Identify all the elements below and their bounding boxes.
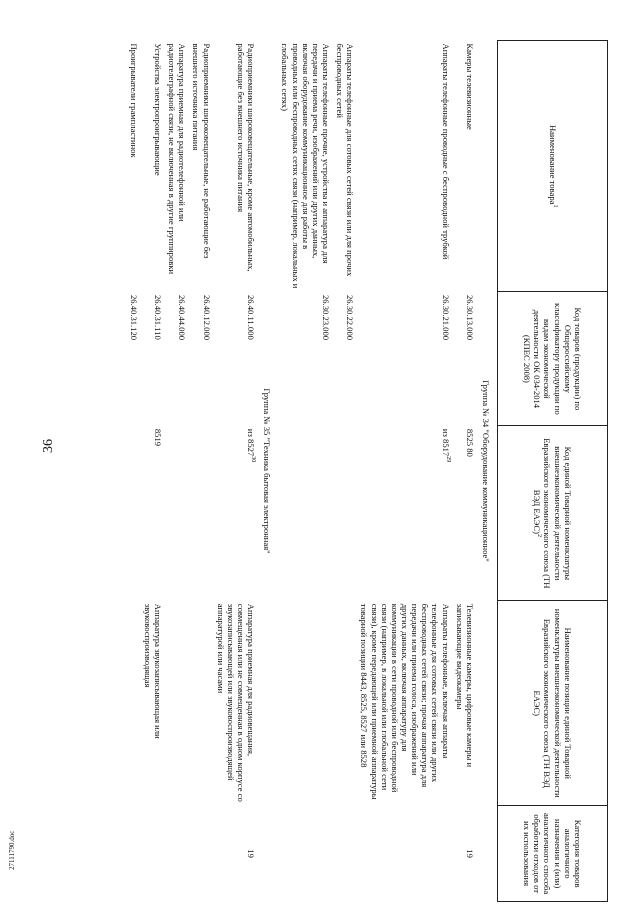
cell-category — [141, 806, 165, 902]
tnved-code-footnote: 29 — [444, 456, 451, 463]
table-row — [189, 41, 213, 902]
cell-okpd: 26.40.44.000 — [177, 294, 188, 341]
tnved-code: 8519 — [153, 428, 164, 447]
cell-tnved-name — [333, 601, 357, 806]
table-row — [357, 41, 452, 902]
cell-tnved-name — [165, 601, 189, 806]
cell-name: Аппараты телефонные проводные с беспроводной трубкой — [440, 43, 451, 260]
cell-okpd: 26.30.22.000 — [345, 294, 356, 341]
table-row — [165, 41, 189, 902]
cell-name: Проигрыватели грампластинок — [128, 43, 139, 158]
table-row — [141, 41, 165, 902]
cell-name: Аппаратура приемная для радиотелефонной или радиотелеграфной связи, не включенная в другие группировки — [167, 43, 188, 275]
cell-tnved-code — [189, 426, 213, 601]
group-row — [258, 41, 278, 902]
cell-okpd: 26.40.11.000 — [246, 294, 257, 340]
tnved-code: 8525 80 — [464, 428, 475, 457]
cell-category — [127, 806, 141, 902]
cell-tnved-code — [333, 426, 357, 601]
group-title: Группа № 34 "Оборудование коммуникационное" — [481, 380, 491, 562]
cell-okpd: 26.30.21.000 — [440, 294, 451, 341]
cell-tnved-code — [278, 426, 333, 601]
cell-okpd: 26.40.31.120 — [128, 294, 139, 341]
cell-name: Аппараты телефонные для сотовых сетей связи или для прочих беспроводных сетей — [335, 43, 356, 277]
table-row — [214, 41, 259, 902]
cell-okpd: 26.40.12.000 — [201, 294, 212, 341]
cell-category — [278, 806, 333, 902]
footer-filename: 27111790.doc — [8, 830, 16, 870]
cell-name: Радиоприемники широковещательные, не работающие без внешнего источника питания — [191, 43, 212, 259]
table-row — [453, 41, 477, 902]
cell-tnved-name: Аппараты телефонные, включая аппараты телефонные для сотовых сетей связи или других беспроводных сетей связи; прочая аппаратура для передачи или приема голоса, изображений или других данных, включая аппаратуру для коммуникации в сети проводной или беспроводной связи (например, в локальной или глобальной сети связи), кроме передающей или приемной аппаратуры товарной позиции 8443, 8525, 8527 или 8528 — [359, 603, 451, 800]
header-okpd: Код товаров (продукции) по Общероссийскому классификатору продукции по видам экономической деятельности ОК 034-2014 (КПЕС 2008) — [498, 292, 608, 426]
cell-okpd: 26.30.13.000 — [464, 294, 475, 341]
cell-category: 19 — [464, 849, 475, 858]
header-name: Наименование товара$^1$ — [498, 41, 608, 292]
table-row — [278, 41, 333, 902]
cell-tnved-code — [141, 426, 165, 601]
tnved-code: из 8517 — [440, 428, 451, 457]
cell-tnved-name — [189, 601, 213, 806]
cell-name: Радиоприемники широковещательные, кроме автомобильных, работающие без внешнего источника питания — [236, 43, 257, 272]
header-tnved-code: Код единой Товарной номенклатуры внешнеэкономической деятельности Евразийского экономического союза (ТН ВЭД ЕАЭС)$^2$ — [498, 426, 608, 601]
table-header — [498, 41, 608, 902]
cell-name: Камеры телевизионные — [464, 43, 475, 130]
header-tnved-name: Наименование позиции единой Товарной номенклатуры внешнеэкономической деятельности Евразийского экономического союза (ТН ВЭД ЕАЭС) — [498, 601, 608, 806]
cell-name: Устройства электропроигрывающие — [153, 43, 164, 176]
cell-category — [165, 806, 189, 902]
cell-tnved-code — [214, 426, 259, 601]
cell-okpd: 26.40.31.110 — [153, 294, 164, 340]
cell-tnved-code — [127, 426, 141, 601]
cell-tnved-code — [453, 426, 477, 601]
table-body — [127, 41, 498, 902]
cell-name: Аппараты телефонные прочие, устройства и аппаратура для передачи и приема речи, изображений или других данных, включая оборудование коммуникационное для работы в проводных или беспроводных сетях связи (например, локальных и глобальных сетях) — [280, 43, 332, 289]
cell-category — [189, 806, 213, 902]
cell-tnved-name — [127, 601, 141, 806]
cell-tnved-code — [357, 426, 452, 601]
cell-category: 19 — [246, 849, 257, 858]
table-row — [127, 41, 141, 902]
tnved-code-footnote: 30 — [250, 456, 257, 463]
cell-category — [333, 806, 357, 902]
table-row — [333, 41, 357, 902]
goods-table — [127, 40, 608, 902]
cell-tnved-name — [278, 601, 333, 806]
group-row — [477, 41, 498, 902]
page-number: 36 — [41, 439, 56, 453]
cell-tnved-name: Телевизионные камеры, цифровые камеры и записывающие видеокамеры — [454, 603, 475, 768]
cell-category — [357, 806, 452, 902]
cell-tnved-code — [165, 426, 189, 601]
tnved-code: из 8527 — [246, 428, 257, 457]
cell-okpd: 26.30.23.000 — [321, 294, 332, 341]
cell-tnved-name: Аппаратура приемная для радиовещания, совмещенная или не совмещенная в одном корпусе со звукозаписывающей или звуковоспроизводящей аппаратурой или часами — [215, 603, 257, 802]
rotated-table-area — [128, 40, 608, 902]
group-title: Группа № 35 "Техника бытовая электронная" — [262, 388, 273, 554]
header-category: Категория товаров аналогичного назначения и (или) аналогичного способа обработки отходов от их использования — [498, 806, 608, 902]
cell-tnved-name: Аппаратура звукозаписывающая или звуковоспроизводящая — [142, 603, 164, 739]
